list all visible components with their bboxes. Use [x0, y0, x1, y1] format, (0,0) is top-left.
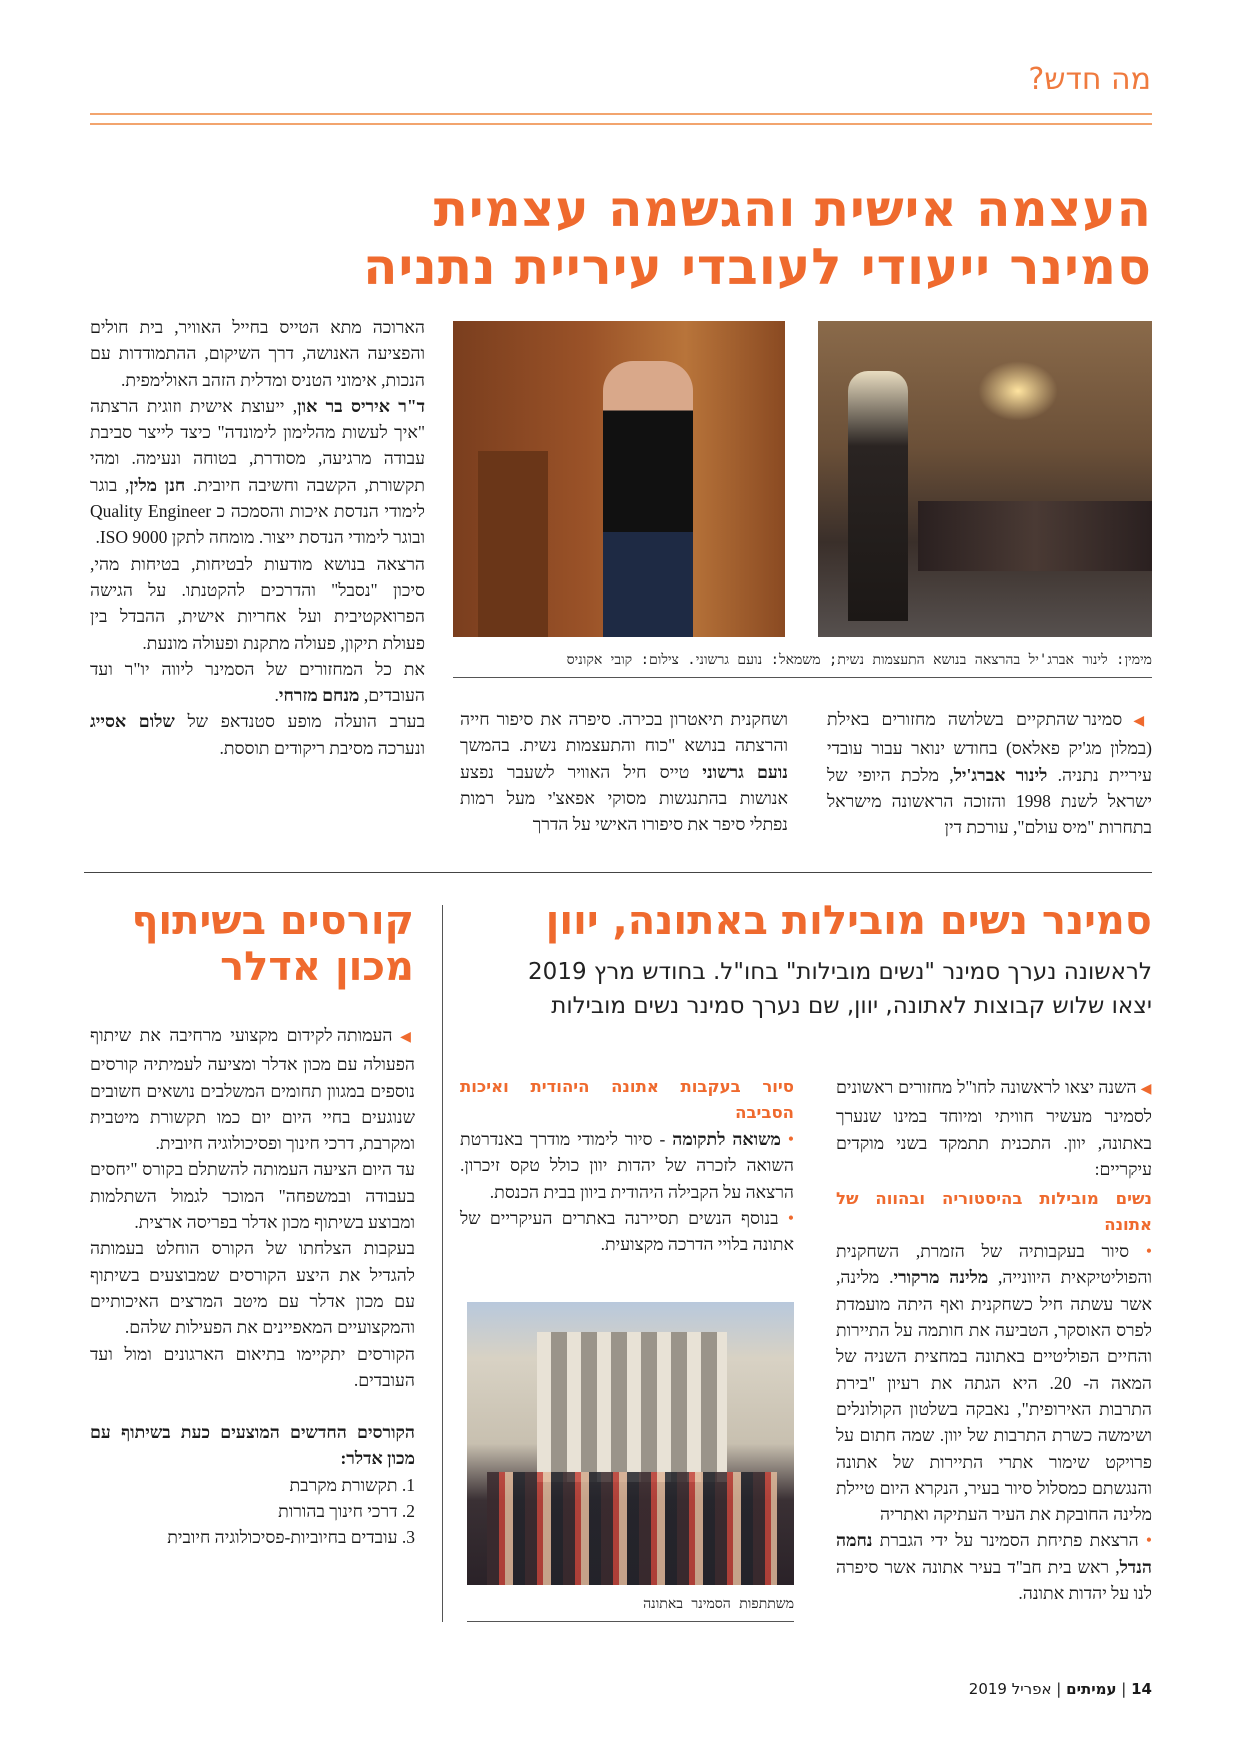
text-run: הארוכה מתא הטייס בחייל האוויר, בית חולים והפציעה האנושה, דרך השיקום, ההתמודדות עם הנכות, אימוני הטניס ומדלית הזהב האולימפית. [90, 317, 425, 390]
paragraph [90, 1022, 415, 1156]
text-run: בעקבות הצלחתו של הקורס הוחלט בעמותה להגדיל את היצע הקורסים שמבוצעים בשיתוף עם מכון אדלר עם מיטב המרצים האיכותיים והמקצועיים המאפיינים את הפעילות שלהם. [90, 1238, 415, 1338]
article2-col-right [836, 1074, 1152, 1606]
paragraph [90, 708, 425, 761]
paragraph [90, 1156, 415, 1235]
bold-name: משואה לתקומה [672, 1129, 781, 1149]
text-run: הרצאת פתיחת הסמינר על ידי הגברת [872, 1530, 1139, 1551]
text-run: סמינר שהתקיים בשלושה מחזורים באילת (במלון מג'יק פאלאס) בחודש ינואר עבור עובדי עיריית נתניה. [827, 709, 1152, 785]
text-run: העמותה לקידום מקצועי מרחיבה את שיתוף הפעולה עם מכון אדלר ומציעה לעמיתיה קורסים נוספים במגוון תחומים המשלבים נושאים חשובים שנוגעים בחיי היום יום כמו תקשורת מיטבית ומקרבת, דרכי חינוך ופסיכולוגיה חיובית. [90, 1025, 415, 1154]
section-label: מה חדש? [1028, 62, 1151, 97]
photo-caption: מימין: לינור אברג'יל בהרצאה בנושא התעצמות נשית; משמאל: נועם גרשוני. צילום: קובי אקוניס [566, 652, 1152, 668]
page-footer [969, 1680, 1152, 1698]
focus2-heading: סיור בעקבות אתונה היהודית ואיכות הסביבה [460, 1077, 794, 1122]
photo-athens-group [467, 1302, 794, 1585]
bold-name: נועם גרשוני [702, 761, 789, 782]
paragraph [827, 706, 1152, 840]
page-number: 14 [1131, 1680, 1152, 1698]
audience [918, 501, 1152, 571]
text-run: הקורסים יתקיימו בתיאום הארגונים ומול ועד העובדים. [90, 1343, 415, 1390]
bold-name: חנן מלין [129, 474, 186, 495]
text-run: בנוסף הנשים תסיירנה באתרים העיקריים של אתונה בלויי הדרכה מקצועית. [460, 1207, 794, 1255]
bold-name: לינור אברג'יל [953, 764, 1048, 785]
bullet-icon: • [780, 1129, 794, 1149]
course-item: 2. דרכי חינוך בהורות [278, 1501, 415, 1522]
article1-col-middle [460, 706, 788, 837]
paragraph [836, 1527, 1152, 1606]
paragraph [90, 551, 425, 656]
article3-title-line2: מכון אדלר [220, 944, 414, 990]
speaker-figure [603, 361, 693, 637]
header-rule [90, 123, 1152, 125]
article-title-line1: העצמה אישית והגשמה עצמית [433, 180, 1152, 238]
athens-photo-caption: משתתפות הסמינר באתונה [643, 1596, 794, 1612]
text-run: , ראש בית חב"ד בעיר אתונה אשר סיפרה לנו על יהדות אתונה. [836, 1556, 1152, 1604]
bullet-icon: • [1138, 1530, 1152, 1551]
bold-name: נחמה הנדל [836, 1530, 1152, 1577]
text-run: , מלכת היופי של ישראל לשנת 1998 והזוכה הראשונה מישראל בתחרות "מיס עולם", עורכת דין [827, 764, 1152, 838]
article2-subtitle-line1: לראשונה נערך סמינר "נשים מובילות" בחו"ל. בחודש מרץ 2019 [528, 959, 1152, 985]
photo-linor-abergil [818, 321, 1152, 637]
paragraph [90, 1341, 415, 1394]
text-run: עד היום הציעה העמותה להשתלם בקורס "יחסים בעבודה ובמשפחה" המוכר לגמול השתלמות ומבוצע בשיתוף מכון אדלר בפריסה ארצית. [90, 1159, 415, 1233]
triangle-marker-icon: ◀ [1136, 1082, 1152, 1097]
paragraph [460, 1205, 794, 1258]
text-run: . מלינה, אשר עשתה חיל כשחקנית ואף היתה מועמדת לפרס האוסקר, הטביעה את חותמה על התיירות והחיים הפוליטיים באתונה במחצית השניה של המאה ה- 20. היא הגתה את רעיון "בירת התרבות האירופית", נאבקה בשלטון הקולונלים ושימשה כשרת התרבות של יוון. שמה חתום על פרויקט שימור אתרי התיירות של אתונה והנגשתם כמסלול סיור בעיר, הנקרא היום טיילת מלינה החובקת את העיר העתיקה ואתריה [836, 1267, 1152, 1525]
text-run: בערב הועלה מופע סטנדאפ של [174, 711, 425, 732]
paragraph [836, 1074, 1152, 1182]
paragraph [460, 706, 788, 837]
courses-heading: הקורסים החדשים המוצעים כעת בשיתוף עם מכון אדלר: [90, 1422, 415, 1469]
text-run: ונערכה מסיבת ריקודים תוססת. [219, 737, 425, 758]
bold-name: מלינה מרקורי [893, 1267, 989, 1288]
article-title-line2: סמינר ייעודי לעובדי עיריית נתניה [363, 238, 1152, 296]
text-run: - סיור לימודי מודרך באנדרטת השואה לזכרה של יהדות יוון כולל טקס זיכרון. הרצאה על הקבילה היהודית ביוון בבית הכנסת. [460, 1129, 794, 1202]
paragraph [90, 656, 425, 709]
bold-name: שלום אסייג [90, 711, 175, 732]
text-run: , בוגר לימודי הנדסת איכות והסמכה כ Quality Engineer ובוגר לימודי הנדסת ייצור. מומחה לתקן ISO 9000. [90, 474, 425, 548]
caption-rule [453, 677, 1152, 678]
text-run: ושחקנית תיאטרון בכירה. סיפרה את סיפור חייה והרצתה בנושא "כוח והתעצמות נשית. בהמשך [460, 709, 788, 756]
text-run: הרצאה בנושא מודעות לבטיחות, בטיחות מהי, סיכון "נסבל" והדרכים להקטנתו. על הגישה הפרואקטיבית ועל אחריות אישית, ההבדל בין פעולת תיקון, פעולה מתקנת ופעולה מונעת. [90, 553, 425, 653]
course-item: 1. תקשורת מקרבת [289, 1474, 415, 1495]
photo-noam-gershoni [453, 321, 785, 637]
separator: | [1121, 1680, 1127, 1698]
text-run: השנה יצאו לראשונה לחו"ל מחזורים ראשונים לסמינר מעשיר חוויתי ומיוחד במינו שנערך באתונה, יוון. התכנית תתמקד בשני מוקדים עיקריים: [836, 1077, 1152, 1179]
bold-name: מנחם מזרחי [278, 685, 360, 706]
section-divider [84, 872, 1152, 873]
bullet-icon: • [778, 1207, 794, 1228]
header-rule [90, 113, 1152, 115]
triangle-marker-icon: ◀ [1122, 714, 1152, 729]
issue-date: אפריל 2019 [968, 1680, 1052, 1698]
separator: | [1056, 1680, 1062, 1698]
article3-col [90, 1022, 415, 1551]
paragraph [836, 1238, 1152, 1527]
bullet-icon: • [1129, 1241, 1152, 1262]
group-of-women [487, 1472, 777, 1585]
paragraph [90, 1235, 415, 1340]
course-item: 3. עובדים בחיוביות-פסיכולוגיה חיובית [167, 1527, 415, 1548]
article1-col-right [827, 706, 1152, 840]
chandelier [978, 361, 1058, 421]
columns [537, 1332, 727, 1482]
article2-col-middle [460, 1074, 794, 1257]
bold-name: ד"ר איריס בר און [297, 395, 425, 416]
paragraph [90, 393, 425, 551]
text-run: סיור בעקבותיה של הזמרת, השחקנית והפוליטיקאית היוונייה, [836, 1241, 1153, 1288]
text-run: . [274, 685, 279, 706]
article1-col-left [90, 314, 425, 761]
paragraph [460, 1126, 794, 1205]
caption-rule [467, 1621, 794, 1622]
podium [478, 451, 548, 637]
article2-subtitle-line2: יצאו שלוש קבוצות לאתונה, יוון, שם נערך סמינר נשים מובילות [551, 993, 1152, 1019]
text-run: את כל המחזורים של הסמינר ליווה יו"ר ועד העובדים, [90, 658, 425, 706]
article3-title-line1: קורסים בשיתוף [131, 898, 414, 944]
text-run: טייס חיל האוויר לשעבר נפצע אנושות בהתנגשות מסוקי אפאצ'י מעל רמות נפתלי סיפר את סיפורו האישי על הדרך [460, 761, 788, 835]
triangle-marker-icon: ◀ [392, 1030, 415, 1045]
text-run: , ייעוצת אישית וזוגית הרצתה "איך לעשות מהלימון לימונדה" כיצד לייצר סביבת עבודה מרגיעה, מסודרת, בטוחה ונעימה. ומהי תקשורת, הקשבה וחשיבה חיובית. [90, 395, 425, 495]
magazine-name: עמיתים [1066, 1680, 1117, 1698]
paragraph [90, 314, 425, 393]
article2-title: סמינר נשים מובילות באתונה, יוון [545, 898, 1152, 944]
focus1-heading: נשים מובילות בהיסטוריה ובהווה של אתונה [836, 1189, 1152, 1235]
speaker-figure [848, 371, 908, 621]
column-divider [442, 905, 443, 1622]
